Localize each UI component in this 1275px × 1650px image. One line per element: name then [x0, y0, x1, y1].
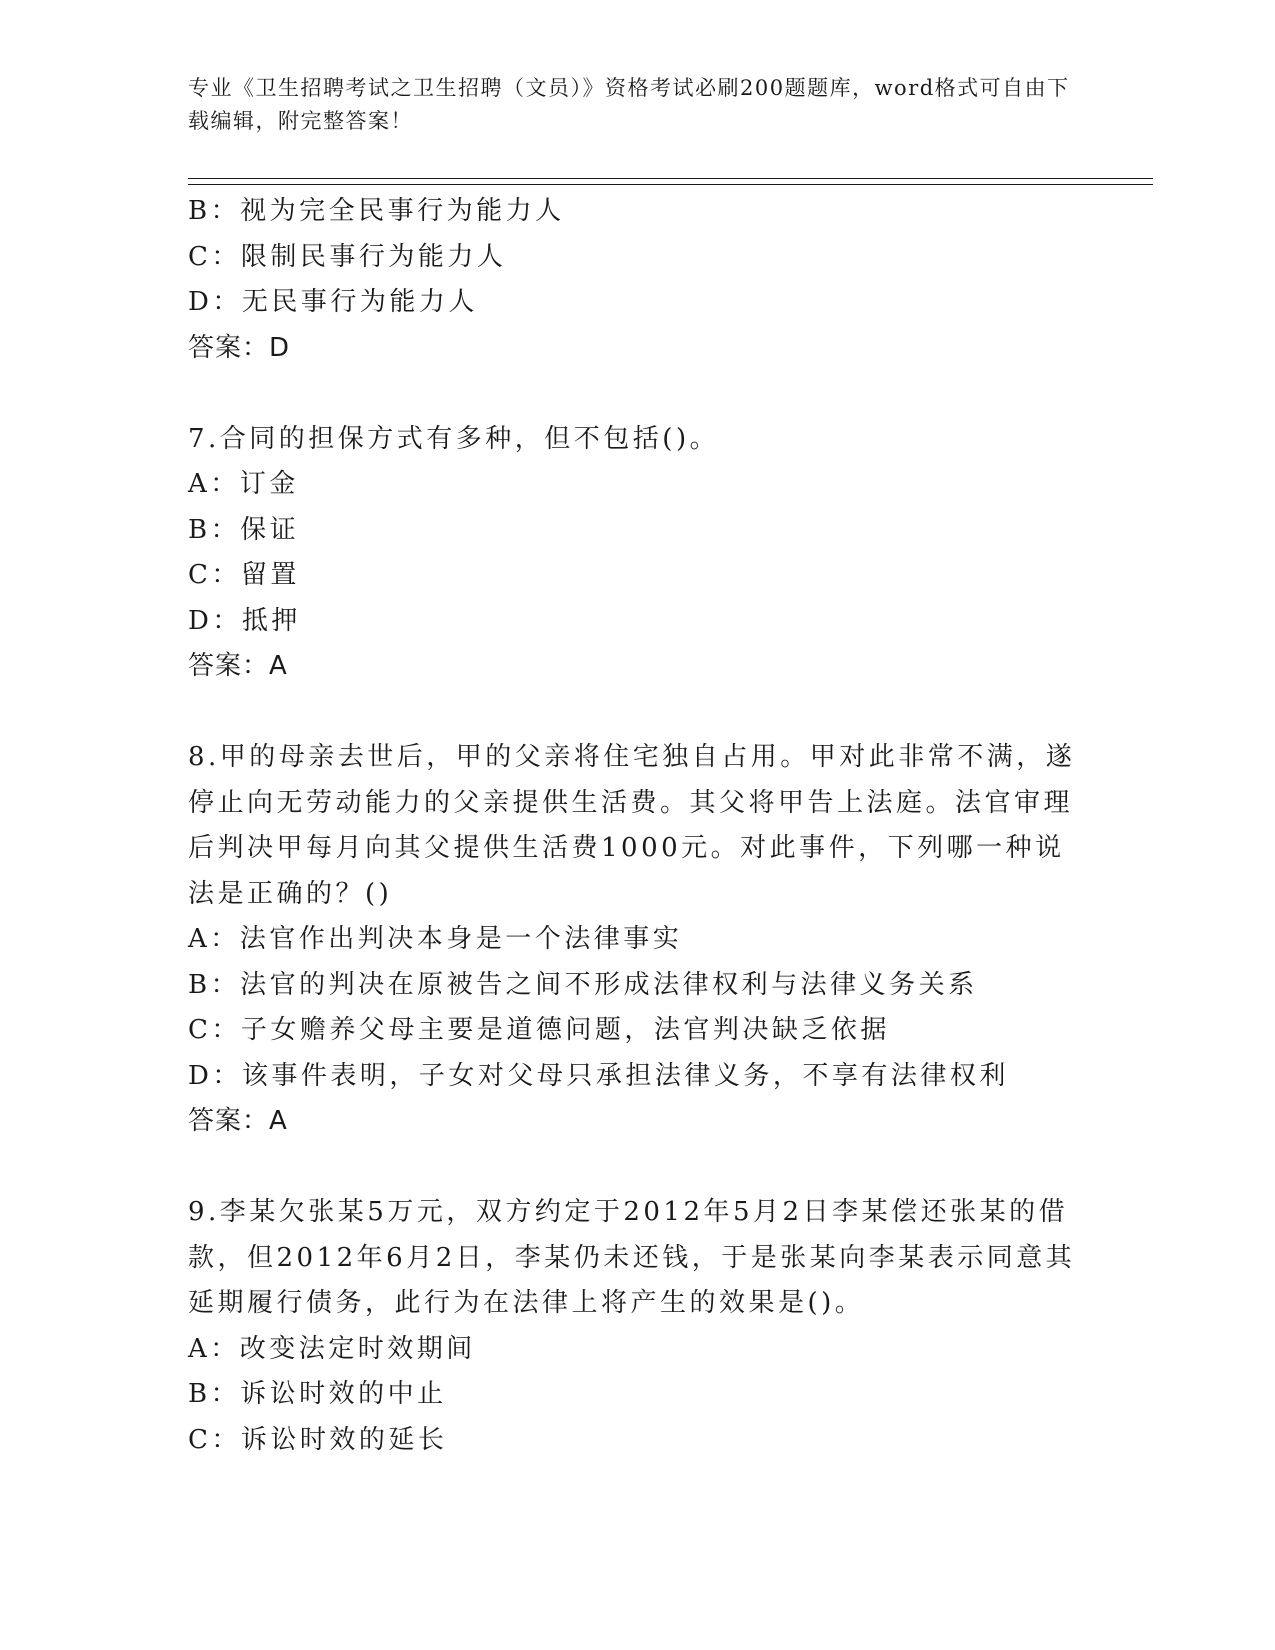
option-d: D：该事件表明，子女对父母只承担法律义务，不享有法律权利 — [188, 1060, 1009, 1091]
question-9 — [188, 1190, 1088, 1463]
question-content — [188, 189, 1088, 1463]
question-stem: 8.甲的母亲去世后，甲的父亲将住宅独自占用。甲对此非常不满，遂停止向无劳动能力的父亲提供生活费。其父将甲告上法庭。法官审理后判决甲每月向其父提供生活费1000元。对此事件，下列哪一种说法是正确的？() — [188, 742, 1076, 909]
option-b: B：视为完全民事行为能力人 — [188, 196, 565, 226]
option-b: B：保证 — [188, 514, 300, 545]
option-b: B：法官的判决在原被告之间不形成法律权利与法律义务关系 — [188, 969, 978, 1000]
spacer — [188, 1145, 1088, 1191]
question-stem: 9.李某欠张某5万元，双方约定于2012年5月2日李某偿还张某的借款，但2012年6月2日，李某仍未还钱，于是张某向李某表示同意其延期履行债务，此行为在法律上将产生的效果是()。 — [188, 1197, 1076, 1318]
answer-line: 答案：A — [188, 1106, 288, 1136]
answer-line: 答案：D — [188, 332, 291, 363]
option-c: C：留置 — [188, 560, 300, 590]
answer-line: 答案：A — [188, 651, 288, 681]
page-header — [188, 72, 1088, 138]
header-rule-bottom — [188, 184, 1153, 185]
option-c: C：子女赡养父母主要是道德问题，法官判决缺乏依据 — [188, 1015, 890, 1045]
option-a: A：法官作出判决本身是一个法律事实 — [188, 924, 683, 954]
option-d: D：无民事行为能力人 — [188, 287, 478, 317]
document-title: 专业《卫生招聘考试之卫生招聘（文员）》资格考试必刷200题题库，word格式可自由下载编辑，附完整答案！ — [188, 76, 1070, 133]
spacer — [188, 690, 1088, 736]
option-d: D：抵押 — [188, 605, 301, 636]
option-b: B：诉讼时效的中止 — [188, 1379, 447, 1409]
header-rule-top — [188, 178, 1153, 179]
option-a: A：改变法定时效期间 — [188, 1333, 476, 1364]
question-8 — [188, 735, 1088, 1145]
spacer — [188, 371, 1088, 417]
option-c: C：诉讼时效的延长 — [188, 1424, 448, 1455]
question-6-fragment — [188, 189, 1088, 371]
question-7 — [188, 417, 1088, 690]
question-stem: 7.合同的担保方式有多种，但不包括()。 — [188, 423, 720, 454]
option-c: C：限制民事行为能力人 — [188, 241, 507, 272]
option-a: A：订金 — [188, 469, 299, 499]
